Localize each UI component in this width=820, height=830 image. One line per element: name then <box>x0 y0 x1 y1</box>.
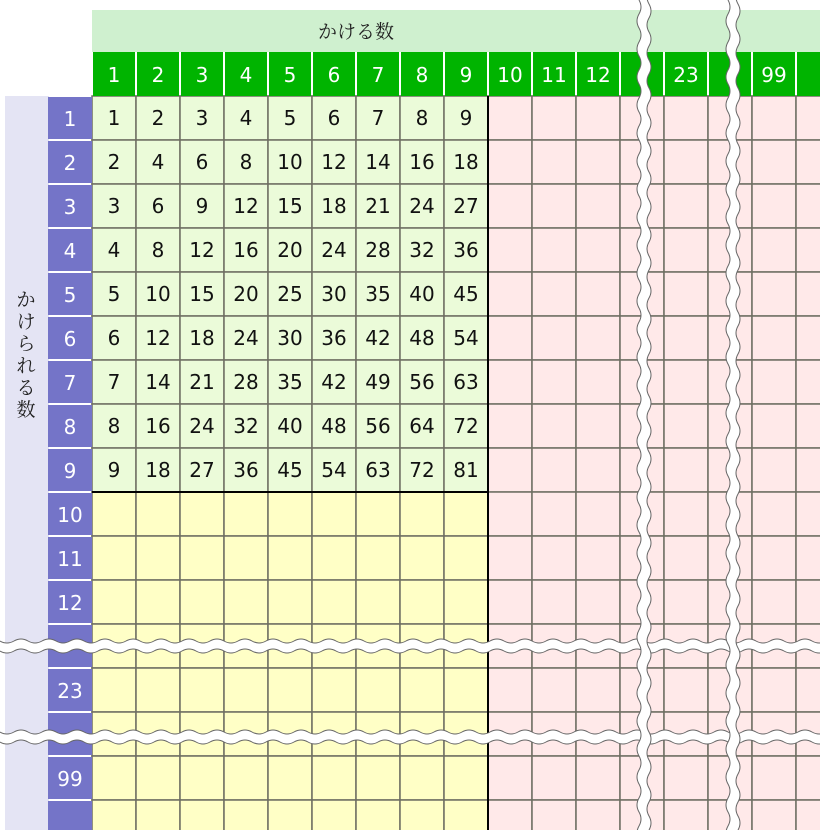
table-cell <box>796 272 820 316</box>
product-value: 40 <box>277 414 303 438</box>
table-cell <box>180 800 224 830</box>
product-value: 12 <box>321 150 347 174</box>
table-cell <box>532 96 576 140</box>
table-cell <box>796 316 820 360</box>
product-value: 6 <box>151 194 165 218</box>
product-value: 72 <box>453 414 479 438</box>
table-cell <box>312 492 356 536</box>
product-value: 72 <box>409 458 435 482</box>
table-cell <box>92 668 136 712</box>
table-cell <box>576 536 620 580</box>
table-cell <box>796 96 820 140</box>
table-cell <box>576 756 620 800</box>
product-value: 48 <box>409 326 435 350</box>
table-cell <box>312 580 356 624</box>
table-cell <box>356 492 400 536</box>
product-value: 24 <box>409 194 435 218</box>
table-cell <box>752 316 796 360</box>
table-cell <box>796 800 820 830</box>
table-cell <box>92 580 136 624</box>
row-header: 5 <box>63 283 77 307</box>
table-cell <box>268 756 312 800</box>
product-value: 15 <box>189 282 215 306</box>
product-value: 40 <box>409 282 435 306</box>
product-value: 6 <box>195 150 209 174</box>
table-cell <box>752 360 796 404</box>
product-value: 21 <box>365 194 391 218</box>
table-cell <box>752 96 796 140</box>
table-cell <box>400 756 444 800</box>
table-cell <box>180 580 224 624</box>
table-cell <box>532 404 576 448</box>
table-cell <box>796 492 820 536</box>
row-title-char: れ <box>16 355 36 377</box>
table-cell <box>400 668 444 712</box>
column-header: 9 <box>459 63 473 87</box>
product-value: 81 <box>453 458 479 482</box>
table-cell <box>268 536 312 580</box>
product-value: 10 <box>145 282 171 306</box>
table-cell <box>224 580 268 624</box>
row-header: 10 <box>57 503 83 527</box>
table-cell <box>532 756 576 800</box>
table-cell <box>400 492 444 536</box>
row-header: 99 <box>57 767 83 791</box>
product-value: 16 <box>409 150 435 174</box>
table-cell <box>796 184 820 228</box>
column-header: 23 <box>673 63 699 87</box>
table-cell <box>92 492 136 536</box>
row-title-char: ら <box>16 333 36 355</box>
table-cell <box>576 228 620 272</box>
column-header: 5 <box>283 63 297 87</box>
product-value: 3 <box>195 106 209 130</box>
product-value: 4 <box>151 150 165 174</box>
column-header: 12 <box>585 63 611 87</box>
product-value: 18 <box>189 326 215 350</box>
table-cell <box>444 492 488 536</box>
table-cell <box>532 580 576 624</box>
table-cell <box>752 580 796 624</box>
product-value: 45 <box>277 458 303 482</box>
table-cell <box>532 492 576 536</box>
product-value: 54 <box>453 326 479 350</box>
table-cell <box>268 492 312 536</box>
row-header: 2 <box>63 151 77 175</box>
table-cell <box>444 756 488 800</box>
table-cell <box>268 800 312 830</box>
product-value: 27 <box>453 194 479 218</box>
product-value: 24 <box>233 326 259 350</box>
product-value: 36 <box>321 326 347 350</box>
table-cell <box>444 800 488 830</box>
column-header: 6 <box>327 63 341 87</box>
column-header: 10 <box>497 63 523 87</box>
table-cell <box>664 800 708 830</box>
row-header: 11 <box>57 547 83 571</box>
product-value: 30 <box>277 326 303 350</box>
product-value: 42 <box>321 370 347 394</box>
table-cell <box>444 668 488 712</box>
row-header: 8 <box>63 415 77 439</box>
product-value: 1 <box>107 106 121 130</box>
table-cell <box>312 756 356 800</box>
table-cell <box>224 756 268 800</box>
table-cell <box>356 756 400 800</box>
table-cell <box>664 448 708 492</box>
product-value: 64 <box>409 414 435 438</box>
column-header: 4 <box>239 63 253 87</box>
column-header: 7 <box>371 63 385 87</box>
table-cell <box>664 272 708 316</box>
table-cell <box>92 800 136 830</box>
table-cell <box>664 184 708 228</box>
table-cell <box>576 184 620 228</box>
row-title-char: る <box>16 377 36 399</box>
table-cell <box>356 668 400 712</box>
table-cell <box>752 536 796 580</box>
table-cell <box>488 580 532 624</box>
table-cell <box>576 448 620 492</box>
row-header: 23 <box>57 679 83 703</box>
table-cell <box>488 756 532 800</box>
table-cell <box>268 668 312 712</box>
product-value: 25 <box>277 282 303 306</box>
table-cell <box>532 448 576 492</box>
table-cell <box>444 580 488 624</box>
table-cell <box>488 272 532 316</box>
product-value: 3 <box>107 194 121 218</box>
table-cell <box>752 228 796 272</box>
table-cell <box>752 756 796 800</box>
table-cell <box>356 580 400 624</box>
row-title-char: け <box>16 311 36 333</box>
table-cell <box>488 228 532 272</box>
table-cell <box>532 800 576 830</box>
table-cell <box>576 140 620 184</box>
product-value: 9 <box>459 106 473 130</box>
column-header: 8 <box>415 63 429 87</box>
product-value: 12 <box>145 326 171 350</box>
column-title-band <box>92 10 820 52</box>
table-cell <box>796 448 820 492</box>
table-cell <box>312 668 356 712</box>
table-cell <box>136 756 180 800</box>
product-value: 21 <box>189 370 215 394</box>
product-value: 24 <box>189 414 215 438</box>
product-value: 12 <box>189 238 215 262</box>
product-value: 14 <box>365 150 391 174</box>
product-value: 9 <box>107 458 121 482</box>
table-cell <box>752 184 796 228</box>
table-cell <box>664 756 708 800</box>
table-cell <box>664 668 708 712</box>
table-cell <box>576 272 620 316</box>
product-value: 8 <box>107 414 121 438</box>
table-cell <box>224 800 268 830</box>
table-cell <box>576 800 620 830</box>
table-cell <box>92 536 136 580</box>
table-cell <box>400 800 444 830</box>
product-value: 8 <box>151 238 165 262</box>
table-cell <box>268 580 312 624</box>
table-cell <box>796 536 820 580</box>
table-cell <box>136 492 180 536</box>
table-cell <box>356 536 400 580</box>
product-value: 54 <box>321 458 347 482</box>
table-cell <box>444 536 488 580</box>
table-cell <box>488 140 532 184</box>
row-title-band <box>5 96 49 830</box>
table-cell <box>576 360 620 404</box>
product-value: 48 <box>321 414 347 438</box>
table-cell <box>752 492 796 536</box>
product-value: 35 <box>277 370 303 394</box>
product-value: 18 <box>145 458 171 482</box>
table-cell <box>664 492 708 536</box>
table-cell <box>224 492 268 536</box>
product-value: 24 <box>321 238 347 262</box>
table-cell <box>180 668 224 712</box>
product-value: 16 <box>233 238 259 262</box>
table-cell <box>532 140 576 184</box>
product-value: 8 <box>239 150 253 174</box>
table-cell <box>488 360 532 404</box>
table-cell <box>576 580 620 624</box>
row-title-char: 数 <box>16 399 36 421</box>
table-cell <box>312 800 356 830</box>
table-cell <box>796 404 820 448</box>
product-value: 36 <box>233 458 259 482</box>
product-value: 42 <box>365 326 391 350</box>
table-cell <box>532 228 576 272</box>
table-cell <box>180 536 224 580</box>
product-value: 7 <box>371 106 385 130</box>
table-cell <box>664 536 708 580</box>
product-value: 20 <box>277 238 303 262</box>
product-value: 27 <box>189 458 215 482</box>
table-cell <box>664 580 708 624</box>
row-header-cell <box>48 801 92 830</box>
product-value: 14 <box>145 370 171 394</box>
product-value: 12 <box>233 194 259 218</box>
table-cell <box>224 536 268 580</box>
table-cell <box>488 800 532 830</box>
table-cell <box>532 536 576 580</box>
row-header: 3 <box>63 195 77 219</box>
product-value: 16 <box>145 414 171 438</box>
column-title: かける数 <box>317 21 395 43</box>
product-value: 20 <box>233 282 259 306</box>
table-cell <box>532 272 576 316</box>
product-value: 28 <box>365 238 391 262</box>
product-value: 4 <box>107 238 121 262</box>
table-cell <box>664 96 708 140</box>
table-cell <box>532 668 576 712</box>
product-value: 63 <box>365 458 391 482</box>
table-cell <box>576 404 620 448</box>
product-value: 6 <box>107 326 121 350</box>
table-cell <box>664 140 708 184</box>
table-cell <box>136 536 180 580</box>
table-cell <box>752 448 796 492</box>
product-value: 28 <box>233 370 259 394</box>
product-value: 32 <box>409 238 435 262</box>
product-value: 5 <box>107 282 121 306</box>
product-value: 35 <box>365 282 391 306</box>
product-value: 56 <box>365 414 391 438</box>
product-value: 10 <box>277 150 303 174</box>
table-cell <box>664 228 708 272</box>
table-cell <box>752 272 796 316</box>
row-header: 6 <box>63 327 77 351</box>
table-cell <box>576 668 620 712</box>
table-cell <box>576 96 620 140</box>
column-header: 2 <box>151 63 165 87</box>
column-header-cell <box>797 52 820 96</box>
product-value: 36 <box>453 238 479 262</box>
table-cell <box>400 580 444 624</box>
table-cell <box>136 580 180 624</box>
table-cell <box>752 668 796 712</box>
table-cell <box>136 668 180 712</box>
table-cell <box>532 316 576 360</box>
product-value: 56 <box>409 370 435 394</box>
product-value: 30 <box>321 282 347 306</box>
table-cell <box>796 580 820 624</box>
table-cell <box>488 492 532 536</box>
product-value: 7 <box>107 370 121 394</box>
product-value: 2 <box>151 106 165 130</box>
product-value: 63 <box>453 370 479 394</box>
table-cell <box>576 492 620 536</box>
product-value: 2 <box>107 150 121 174</box>
table-cell <box>356 800 400 830</box>
table-cell <box>532 184 576 228</box>
table-cell <box>180 492 224 536</box>
table-cell <box>796 756 820 800</box>
table-cell <box>488 536 532 580</box>
product-value: 18 <box>453 150 479 174</box>
table-cell <box>752 140 796 184</box>
table-cell <box>532 360 576 404</box>
product-value: 32 <box>233 414 259 438</box>
column-header: 3 <box>195 63 209 87</box>
table-cell <box>664 360 708 404</box>
table-cell <box>488 184 532 228</box>
column-header: 1 <box>107 63 121 87</box>
row-header: 1 <box>63 107 77 131</box>
product-value: 49 <box>365 370 391 394</box>
table-cell <box>488 448 532 492</box>
column-header: 11 <box>541 63 567 87</box>
table-cell <box>576 316 620 360</box>
table-cell <box>312 536 356 580</box>
product-value: 8 <box>415 106 429 130</box>
table-cell <box>488 668 532 712</box>
table-cell <box>664 316 708 360</box>
product-value: 45 <box>453 282 479 306</box>
table-cell <box>796 360 820 404</box>
row-title-char: か <box>16 289 36 311</box>
table-cell <box>180 756 224 800</box>
row-header: 12 <box>57 591 83 615</box>
product-value: 4 <box>239 106 253 130</box>
product-value: 6 <box>327 106 341 130</box>
product-value: 15 <box>277 194 303 218</box>
table-cell <box>796 228 820 272</box>
table-cell <box>796 668 820 712</box>
column-header: 99 <box>761 63 787 87</box>
table-cell <box>400 536 444 580</box>
table-cell <box>664 404 708 448</box>
row-header: 4 <box>63 239 77 263</box>
table-cell <box>92 756 136 800</box>
table-cell <box>224 668 268 712</box>
table-cell <box>752 800 796 830</box>
table-cell <box>488 96 532 140</box>
row-header: 7 <box>63 371 77 395</box>
table-cell <box>488 404 532 448</box>
product-value: 18 <box>321 194 347 218</box>
product-value: 5 <box>283 106 297 130</box>
table-cell <box>136 800 180 830</box>
row-header: 9 <box>63 459 77 483</box>
product-value: 9 <box>195 194 209 218</box>
table-cell <box>752 404 796 448</box>
table-cell <box>796 140 820 184</box>
table-cell <box>488 316 532 360</box>
